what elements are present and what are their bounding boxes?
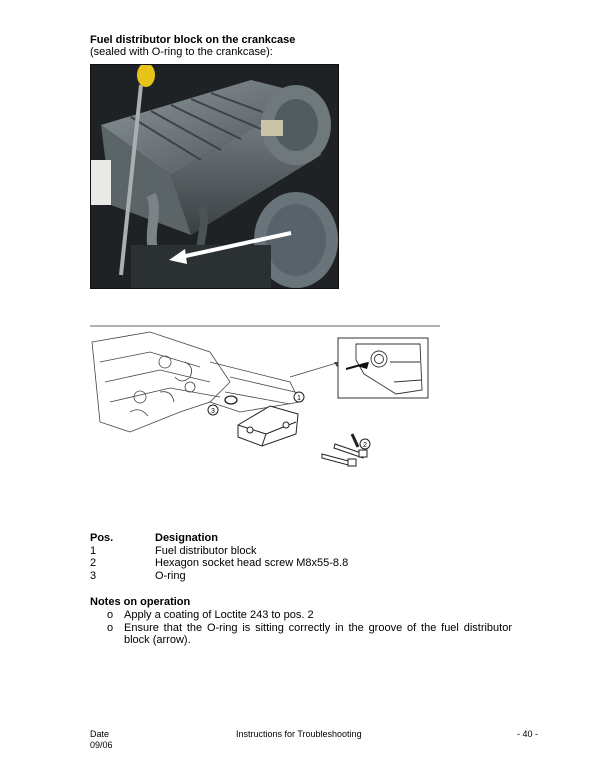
footer-date-label: Date	[90, 729, 110, 739]
footer-date	[90, 729, 113, 751]
designation-header: Designation	[155, 532, 218, 544]
callout-3-label: 3	[211, 408, 215, 415]
section-subtitle: (sealed with O-ring to the crankcase):	[90, 46, 273, 58]
bullet-icon: o	[107, 609, 114, 621]
table-row	[90, 557, 520, 570]
footer-date-value: 09/06	[90, 740, 113, 750]
pos-cell: 2	[90, 557, 97, 569]
notes-list	[90, 609, 512, 647]
page-number: - 40 -	[516, 729, 538, 739]
callout-3	[208, 405, 218, 415]
list-item	[90, 622, 512, 647]
note-text: Apply a coating of Loctite 243 to pos. 2	[124, 609, 314, 621]
callout-2-label: 2	[363, 442, 367, 449]
designation-cell: Hexagon socket head screw M8x55-8.8	[155, 557, 349, 569]
footer-title: Instructions for Troubleshooting	[236, 729, 362, 739]
pos-cell: 1	[90, 544, 97, 557]
pos-header: Pos.	[90, 532, 114, 544]
notes-title: Notes on operation	[90, 596, 191, 608]
table-row	[90, 545, 520, 558]
engine-photo	[90, 64, 339, 289]
note-text: Ensure that the O-ring is sitting correctly in the groove of the fuel distributor block (arrow).	[124, 621, 512, 646]
section-title: Fuel distributor block on the crankcase	[90, 34, 296, 46]
parts-table	[90, 532, 520, 582]
parts-table-header	[90, 532, 520, 545]
exploded-drawing	[90, 322, 440, 472]
engine-photo-illustration	[91, 65, 338, 288]
callout-1	[294, 392, 304, 402]
table-row	[90, 570, 520, 583]
designation-cell: O-ring	[155, 569, 186, 582]
bullet-icon: o	[107, 621, 114, 634]
exploded-drawing-illustration	[90, 322, 440, 472]
callout-1-label: 1	[297, 395, 301, 402]
list-item	[90, 609, 512, 622]
callout-2	[360, 439, 370, 449]
pos-cell: 3	[90, 569, 97, 582]
designation-cell: Fuel distributor block	[155, 544, 257, 557]
